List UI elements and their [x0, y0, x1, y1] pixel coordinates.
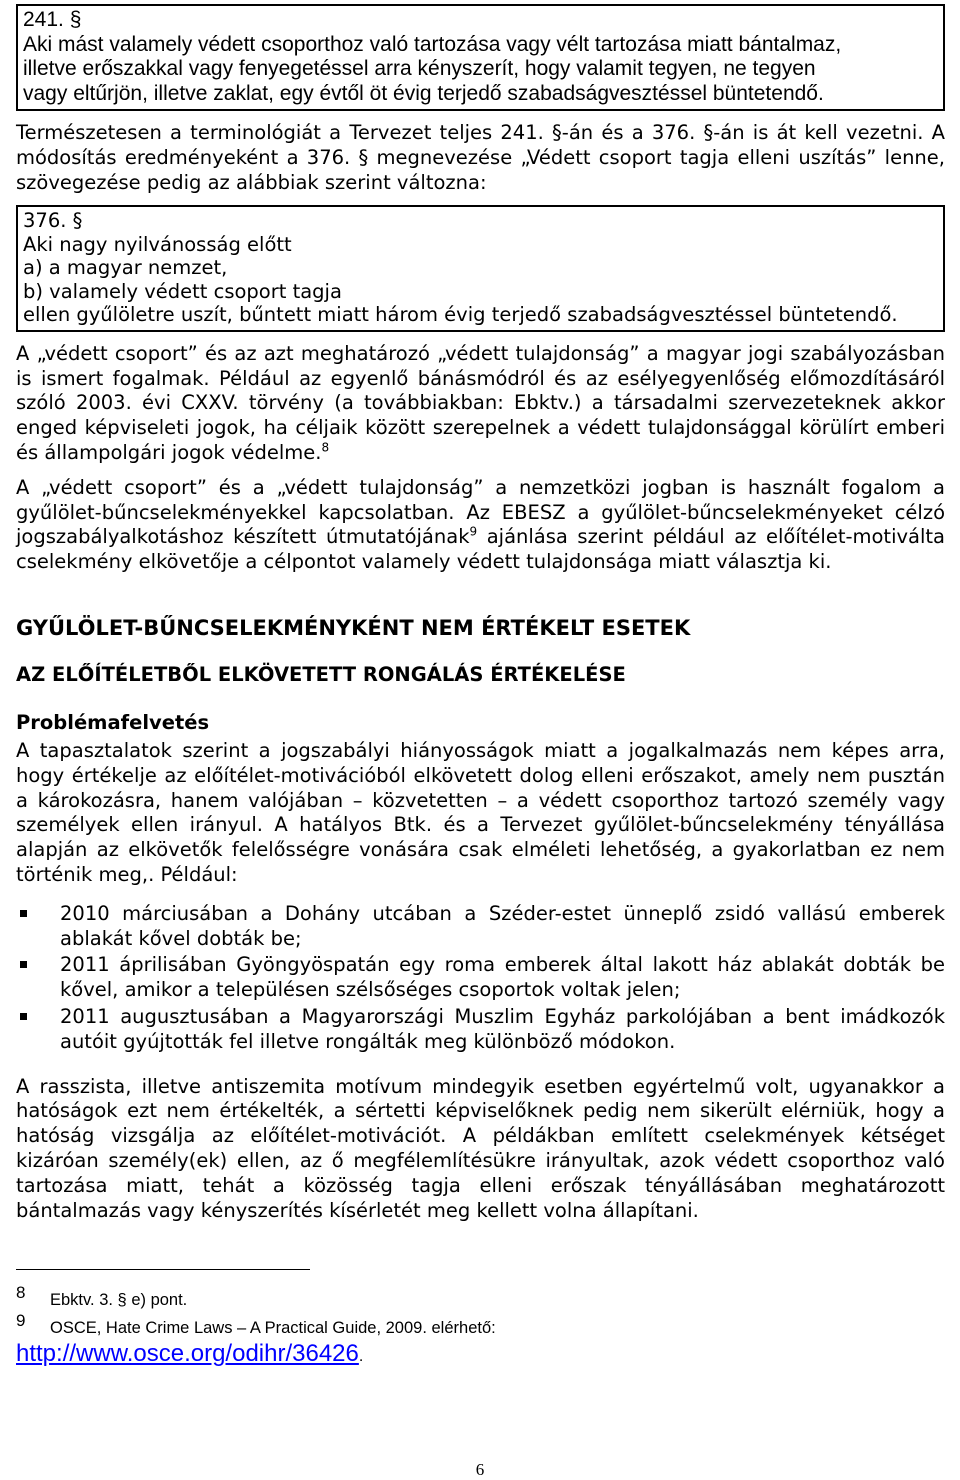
bullet-square-icon — [20, 910, 27, 917]
quote-line: Aki nagy nyilvánosság előtt — [23, 232, 292, 256]
page-number: 6 — [475, 1460, 485, 1479]
paragraph-terminology: Természetesen a terminológiát a Tervezet teljes 241. §-án és a 376. §-án is át kell vezetni. A módosítás eredményeként a 376. § megnevezése „Védett csoport tagja elleni uszítás” lenne, szövegezése pedig az alábbiak szerint változna: — [16, 121, 945, 194]
paragraph-text: A „védett csoport” és az azt meghatározó „védett tulajdonság” a magyar jogi szabályozásban is ismert fogalmak. Például az egyenlő bánásmódról és az esélyegyenlőség előmozdításáról szóló 2003. évi CXXV. törvény (a továbbiakban: Ebktv.) a társadalmi szervezeteknek akkor enged képviseleti jogok, ha céljaik között szerepelnek a védett tulajdonsággal körülírt emberi és állampolgári jogok védelme. — [16, 341, 945, 465]
footnote-ref-9[interactable]: 9 — [469, 524, 478, 539]
footnote-8 — [16, 1283, 945, 1310]
footnote-ref-8[interactable]: 8 — [321, 440, 330, 455]
list-item-text: 2011 áprilisában Gyöngyöspatán egy roma emberek által lakott ház ablakát dobták be kővel, amikor a településen szélsőséges csoportok voltak jelen; — [60, 953, 945, 1002]
paragraph-protected-group — [16, 342, 945, 466]
paragraph-problem: A tapasztalatok szerint a jogszabályi hiányosságok miatt a jogalkalmazás nem képes arra, hogy értékelje az előítélet-motivációból elkövetett dolog elleni erőszakot, amely nem pusztán a károkozásra, hanem valójában – közvetetten – a védett csoporthoz tartozó személy vagy személyek ellen irányul. A hatályos Btk. és a Tervezet gyűlölet-bűncselekmény tényállása alapján az elkövetők felelősségre vonására csak elméleti lehetőség, a gyakorlatban ez nem történik meg,. Például: — [16, 739, 945, 887]
quote-box-376 — [16, 205, 945, 332]
subsection-heading: AZ ELŐÍTÉLETBŐL ELKÖVETETT RONGÁLÁS ÉRTÉKELÉSE — [16, 663, 626, 687]
paragraph-international — [16, 476, 945, 575]
paragraph-conclusion: A rasszista, illetve antiszemita motívum mindegyik esetben egyértelmű volt, ugyanakkor a hatóságok ezt nem értékelték, a sértetti képviselőknek pedig nem sikerült elérniük, hogy a hatóság vizsgálja az előítélet-motivációt. A példákban említett cselekmények kétséget kizáróan személy(ek) ellen, az ő megfélemlítésükre irányultak, azok védett csoporthoz való tartozása miatt, tehát a közösség tagja elleni erőszak tényállásában meghatározott bántalmazás vagy kényszerítés kísérletét meg kellett volna állapítani. — [16, 1074, 945, 1222]
osce-link[interactable]: http://www.osce.org/odihr/36426 — [16, 1340, 359, 1368]
quote-line: illetve erőszakkal vagy fenyegetéssel arra kényszerít, hogy valamit tegyen, ne tegyen — [23, 57, 816, 80]
quote-box-241 — [16, 4, 945, 111]
footnote-text: OSCE, Hate Crime Laws – A Practical Guide, 2009. elérhető: — [50, 1319, 496, 1338]
problem-heading: Problémafelvetés — [16, 711, 210, 735]
section-heading: GYŰLÖLET-BŰNCSELEKMÉNYKÉNT NEM ÉRTÉKELT ESETEK — [16, 616, 691, 641]
quote-line: ellen gyűlöletre uszít, bűntett miatt három évig terjedő szabadságvesztéssel büntetendő. — [23, 303, 898, 327]
footnote-number: 8 — [16, 1283, 26, 1303]
bullet-square-icon — [20, 961, 27, 968]
list-item-text: 2011 augusztusában a Magyarországi Muszlim Egyház parkolójában a bent imádkozók autóit gyújtották fel illetve rongálták meg különböző módokon. — [60, 1005, 945, 1053]
quote-line: b) valamely védett csoport tagja — [23, 279, 342, 303]
list-item — [16, 953, 945, 1003]
footnote-link-line — [16, 1340, 945, 1368]
list-item — [16, 1005, 945, 1055]
footnote-link-tail: . — [358, 1348, 364, 1366]
list-item — [16, 902, 945, 952]
example-list — [16, 902, 945, 1055]
quote-line: 376. § — [23, 209, 83, 233]
footnote-text: Ebktv. 3. § e) pont. — [50, 1291, 188, 1310]
paragraph-text: ajánlása szerint például az előítélet-motiválta cselekmény elkövetője a célpontot valamely védett tulajdonsága miatt választja ki. — [16, 525, 945, 574]
quote-line: a) a magyar nemzet, — [23, 256, 228, 280]
quote-line: Aki mást valamely védett csoporthoz való tartozása vagy vélt tartozása miatt bántalmaz, — [23, 32, 842, 56]
document-page — [16, 4, 945, 1368]
bullet-square-icon — [20, 1013, 27, 1020]
footnote-number: 9 — [16, 1311, 26, 1331]
quote-line: vagy eltűrjön, illetve zaklat, egy évtől öt évig terjedő szabadságvesztéssel büntetendő. — [23, 81, 824, 105]
list-item-text: 2010 márciusában a Dohány utcában a Széder-estet ünneplő zsidó vallású emberek ablakát kővel dobták be; — [60, 901, 945, 950]
footnote-9 — [16, 1311, 945, 1338]
paragraph-text: A „védett csoport” és a „védett tulajdonság” a nemzetközi jogban is használt fogalom a gyűlölet-bűncselekményekkel kapcsolatban. Az EBESZ a gyűlölet-bűncselekményeket célzó jogszabályalkotáshoz készített útmutatójának — [16, 475, 945, 549]
quote-line: 241. § — [23, 8, 82, 31]
